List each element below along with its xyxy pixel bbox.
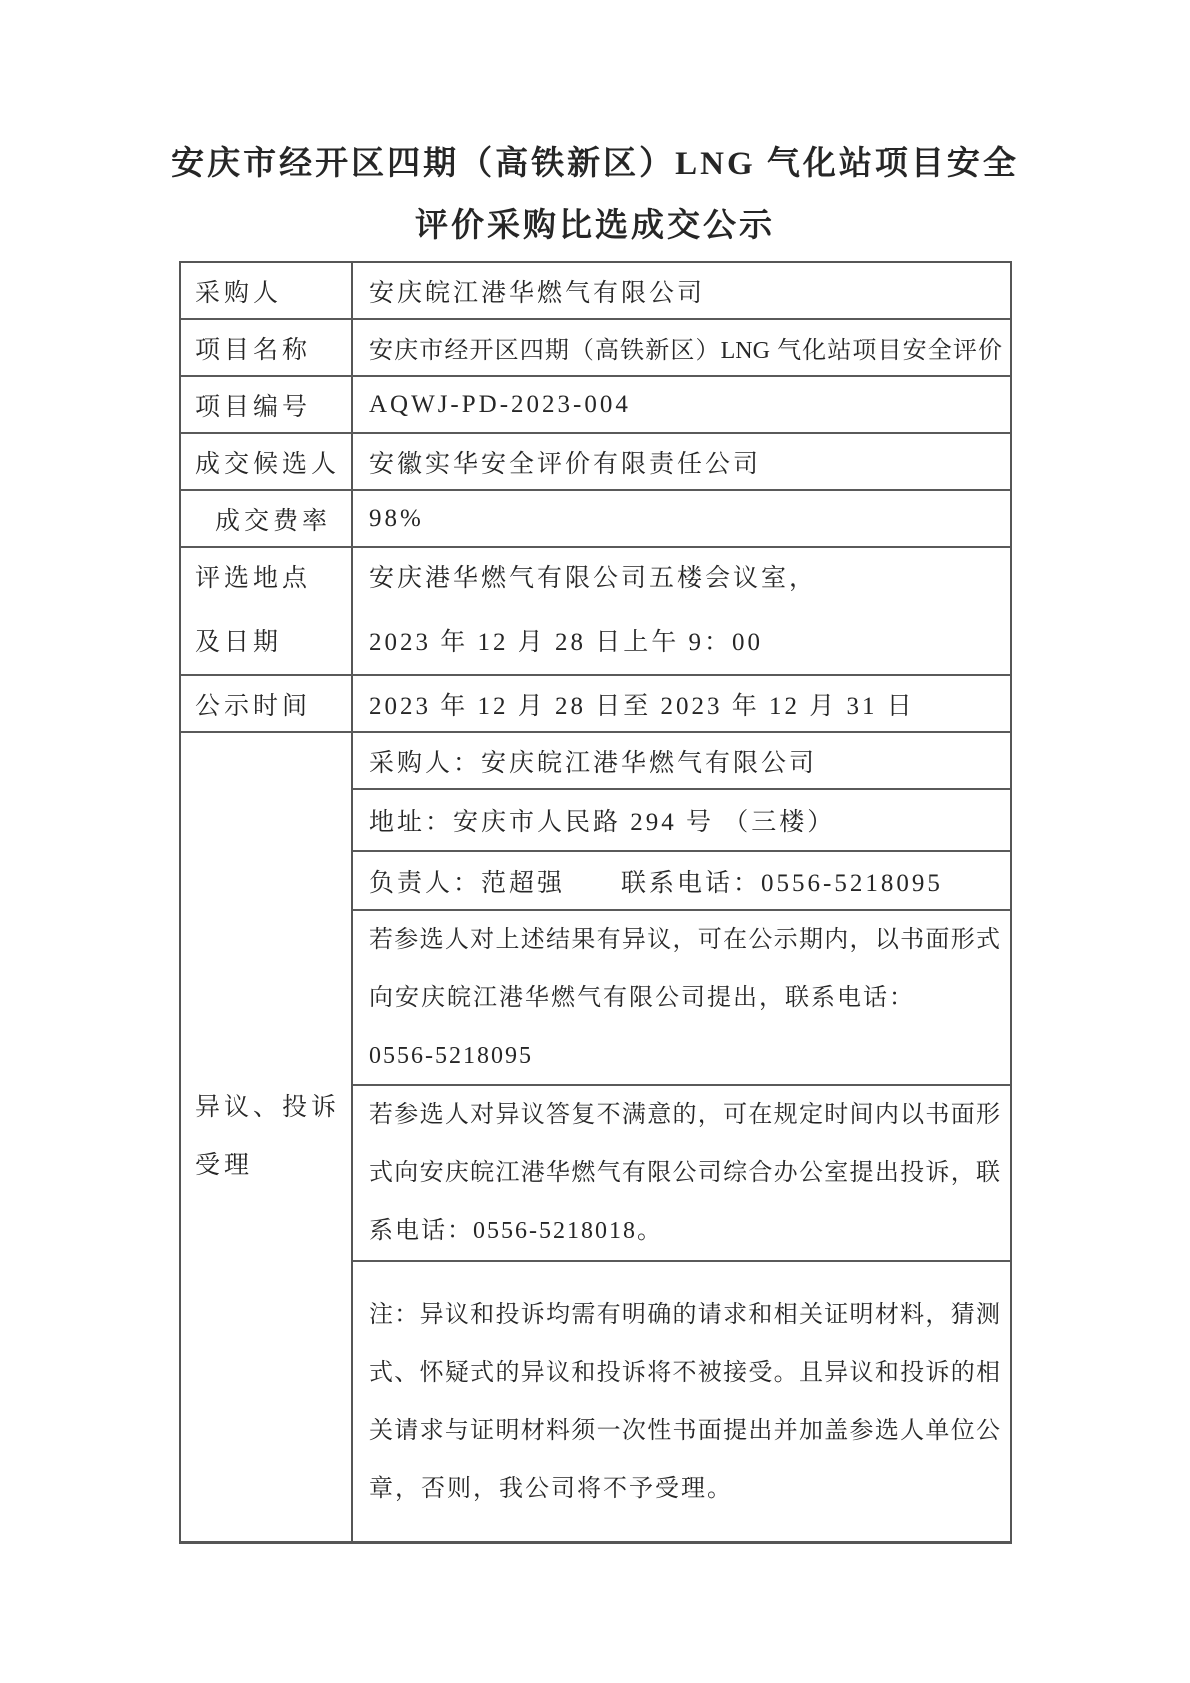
table-row-venue-date	[181, 548, 1010, 676]
table-row-project-number	[181, 377, 1010, 434]
row-value-project-number: AQWJ-PD-2023-004	[369, 390, 631, 418]
table-row-project-name	[181, 320, 1010, 377]
subrow-complaint-paragraph: 若参选人对异议答复不满意的，可在规定时间内以书面形 式向安庆皖江港华燃气有限公司综合办公室提出投诉，联 系电话：0556-5218018。	[353, 1086, 1010, 1262]
row-value-publicity-period: 2023 年 12 月 28 日至 2023 年 12 月 31 日	[369, 692, 915, 720]
table-row-publicity-period	[181, 676, 1010, 733]
row-label-purchaser: 采购人	[181, 263, 353, 318]
row-label-venue-date: 评选地点 及日期	[181, 548, 353, 674]
subrow-responsible-person: 负责人：范超强 联系电话：0556-5218095	[353, 852, 1010, 911]
row-value-winning-candidate: 安徽实华安全评价有限责任公司	[369, 450, 762, 478]
row-value-venue-date: 安庆港华燃气有限公司五楼会议室， 2023 年 12 月 28 日上午 9：00	[369, 565, 818, 656]
subrow-address: 地址：安庆市人民路 294 号 （三楼）	[353, 790, 1010, 852]
subrow-note-paragraph: 注：异议和投诉均需有明确的请求和相关证明材料，猜测 式、怀疑式的异议和投诉将不被接受。且异议和投诉的相 关请求与证明材料须一次性书面提出并加盖参选人单位公 章，否则，我公司将不予受理。	[369, 1301, 1000, 1502]
row-label-deal-rate: 成交费率	[181, 491, 353, 546]
row-value-project-name: 安庆市经开区四期（高铁新区）LNG 气化站项目安全评价	[369, 338, 1002, 364]
row-label-publicity-period: 公示时间	[181, 676, 353, 731]
announcement-table	[179, 261, 1012, 1544]
table-row-deal-rate	[181, 491, 1010, 548]
row-value-deal-rate: 98%	[369, 504, 424, 532]
row-label-objection: 异议、投诉 受理	[181, 733, 353, 1541]
title-line-1: 安庆市经开区四期（高铁新区）LNG 气化站项目安全	[171, 146, 1019, 182]
objection-subrows	[353, 733, 1010, 1541]
row-value-purchaser: 安庆皖江港华燃气有限公司	[369, 279, 706, 307]
page-title	[0, 133, 1190, 257]
table-row-objection-section	[181, 733, 1010, 1541]
subrow-objection-paragraph: 若参选人对上述结果有异议，可在公示期内，以书面形式 向安庆皖江港华燃气有限公司提出，联系电话： 0556-5218095	[353, 911, 1010, 1086]
table-row-winning-candidate	[181, 434, 1010, 491]
subrow-purchaser-contact: 采购人：安庆皖江港华燃气有限公司	[353, 733, 1010, 790]
table-row-purchaser	[181, 263, 1010, 320]
row-label-project-number: 项目编号	[181, 377, 353, 432]
row-label-winning-candidate: 成交候选人	[181, 434, 353, 489]
row-label-project-name: 项目名称	[181, 320, 353, 375]
title-line-2: 评价采购比选成交公示	[415, 208, 775, 244]
